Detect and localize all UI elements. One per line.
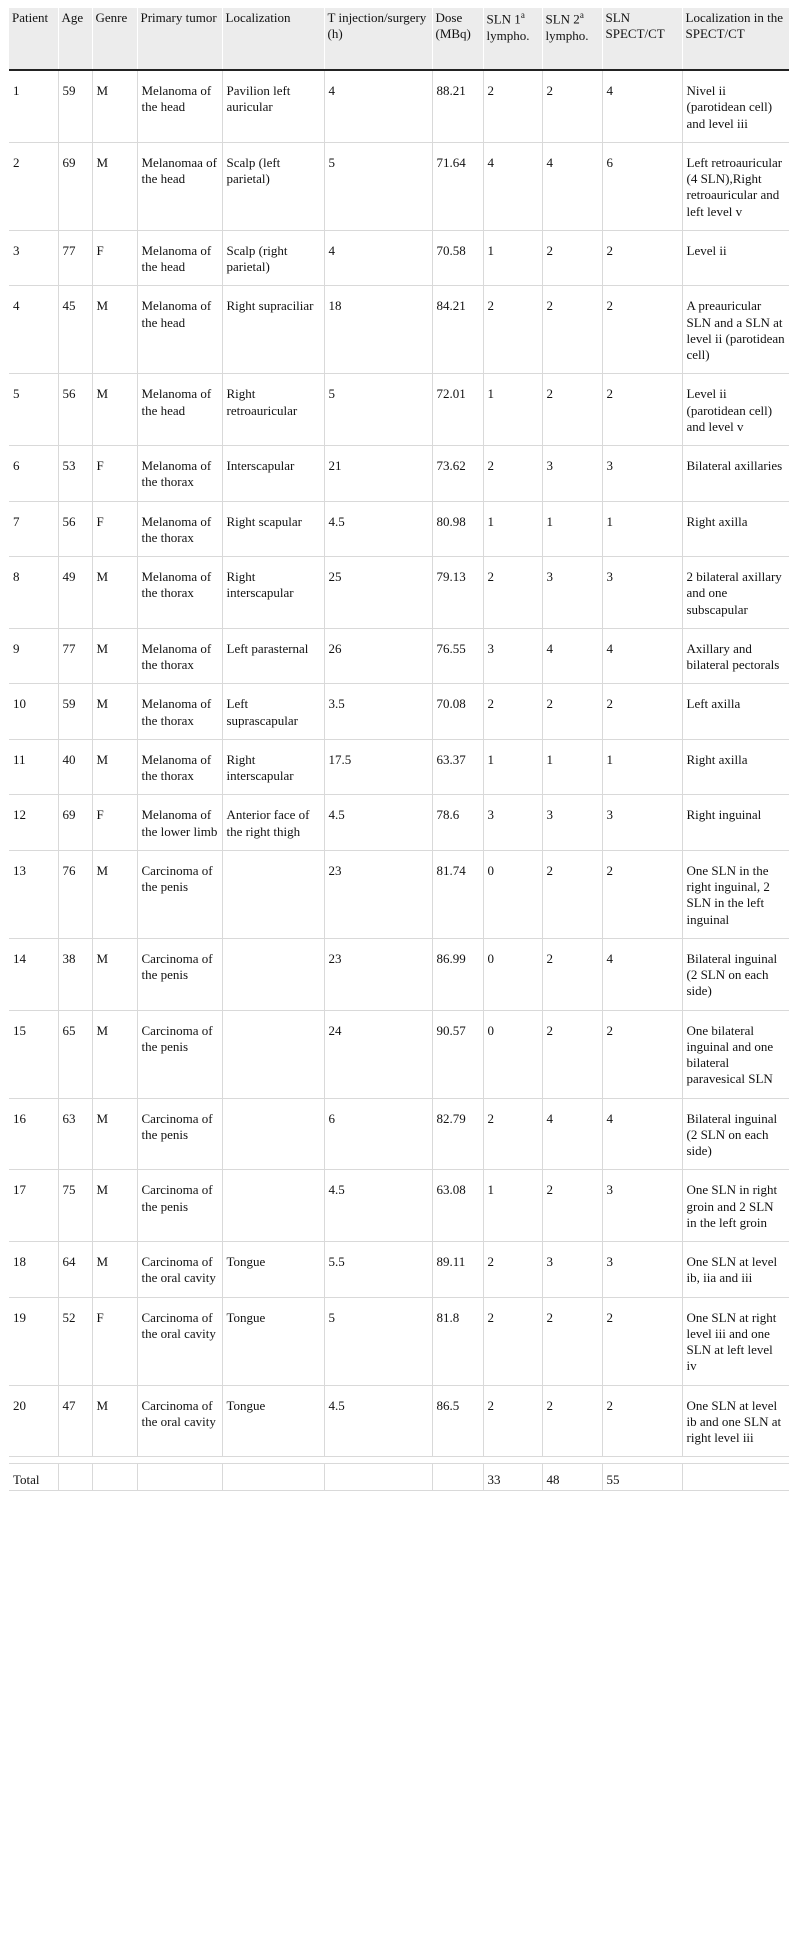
cell-genre: F [92,1297,137,1385]
cell-tumor: Melanoma of the head [137,230,222,286]
cell-genre: M [92,628,137,684]
table-row [9,628,789,684]
cell-sln1: 2 [483,286,542,374]
cell-dose: 70.58 [432,230,483,286]
column-header-spect [602,8,682,70]
cell-patient: 7 [9,501,58,557]
cell-time: 5 [324,1297,432,1385]
cell-spect: 4 [602,1098,682,1170]
cell-tumor: Melanoma of the thorax [137,739,222,795]
cell-patient: 12 [9,795,58,851]
cell-time: 4.5 [324,1170,432,1242]
cell-loc: Scalp (right parietal) [222,230,324,286]
cell-loc: Tongue [222,1385,324,1457]
cell-genre: M [92,1242,137,1298]
cell-sln1: 1 [483,230,542,286]
cell-genre: M [92,684,137,740]
cell-dose: 78.6 [432,795,483,851]
cell-locs: Level ii [682,230,789,286]
column-header-dose [432,8,483,70]
cell-dose: 70.08 [432,684,483,740]
cell-loc: Right supraciliar [222,286,324,374]
cell-loc [222,1010,324,1098]
cell-sln1: 1 [483,501,542,557]
table-row [9,795,789,851]
cell-time: 5 [324,142,432,230]
cell-tumor: Melanoma of the thorax [137,628,222,684]
cell-spect: 4 [602,70,682,142]
cell-sln1: 0 [483,938,542,1010]
cell-time: 4.5 [324,1385,432,1457]
table-row [9,142,789,230]
cell-dose: 81.8 [432,1297,483,1385]
total-cell-locs [682,1464,789,1490]
cell-time: 23 [324,850,432,938]
cell-age: 75 [58,1170,92,1242]
spacer-cell [324,1457,432,1464]
table-row [9,1385,789,1457]
cell-patient: 2 [9,142,58,230]
total-cell-sln1: 33 [483,1464,542,1490]
cell-spect: 4 [602,938,682,1010]
column-header-label: Dose (MBq) [435,10,471,42]
cell-patient: 16 [9,1098,58,1170]
cell-dose: 63.37 [432,739,483,795]
cell-patient: 5 [9,374,58,446]
cell-dose: 86.5 [432,1385,483,1457]
cell-age: 69 [58,795,92,851]
cell-time: 5 [324,374,432,446]
cell-dose: 84.21 [432,286,483,374]
cell-genre: M [92,938,137,1010]
cell-sln1: 2 [483,684,542,740]
spacer-cell [483,1457,542,1464]
table-row [9,938,789,1010]
cell-age: 59 [58,684,92,740]
cell-age: 77 [58,628,92,684]
cell-time: 4 [324,230,432,286]
cell-patient: 10 [9,684,58,740]
table-spacer-row [9,1457,789,1464]
cell-tumor: Carcinoma of the penis [137,1010,222,1098]
cell-genre: M [92,142,137,230]
table-header-row [9,8,789,70]
cell-locs: 2 bilateral axillary and one subscapular [682,557,789,629]
column-header-suffix: lympho. [486,27,530,43]
cell-loc [222,850,324,938]
cell-time: 23 [324,938,432,1010]
cell-locs: Nivel ii (parotidean cell) and level iii [682,70,789,142]
cell-sln2: 1 [542,739,602,795]
cell-sln2: 2 [542,1170,602,1242]
column-header-suffix: lympho. [545,27,589,43]
column-header-loc [222,8,324,70]
cell-spect: 2 [602,286,682,374]
spacer-cell [542,1457,602,1464]
cell-spect: 2 [602,1385,682,1457]
cell-genre: M [92,374,137,446]
spacer-cell [58,1457,92,1464]
footnote-marker: a [520,10,525,20]
column-header-label: T injection/surgery (h) [327,10,427,42]
cell-genre: M [92,557,137,629]
cell-sln2: 3 [542,557,602,629]
cell-age: 53 [58,446,92,502]
cell-genre: F [92,501,137,557]
cell-age: 65 [58,1010,92,1098]
cell-time: 25 [324,557,432,629]
cell-sln2: 2 [542,1297,602,1385]
cell-loc [222,1170,324,1242]
cell-genre: M [92,286,137,374]
cell-patient: 1 [9,70,58,142]
cell-sln1: 1 [483,739,542,795]
cell-age: 69 [58,142,92,230]
cell-tumor: Melanoma of the head [137,286,222,374]
cell-loc: Interscapular [222,446,324,502]
table-total-row [9,1464,789,1490]
cell-loc: Pavilion left auricular [222,70,324,142]
cell-spect: 1 [602,501,682,557]
cell-sln2: 4 [542,1098,602,1170]
cell-loc: Right interscapular [222,739,324,795]
cell-spect: 2 [602,850,682,938]
cell-sln1: 0 [483,1010,542,1098]
cell-patient: 11 [9,739,58,795]
total-cell-age [58,1464,92,1490]
cell-patient: 20 [9,1385,58,1457]
cell-loc: Right retroauricular [222,374,324,446]
cell-age: 49 [58,557,92,629]
cell-tumor: Carcinoma of the penis [137,938,222,1010]
total-cell-tumor [137,1464,222,1490]
table-row [9,446,789,502]
table-row [9,70,789,142]
cell-sln2: 3 [542,795,602,851]
cell-spect: 2 [602,1010,682,1098]
cell-sln1: 1 [483,374,542,446]
cell-sln1: 2 [483,446,542,502]
total-cell-sln2: 48 [542,1464,602,1490]
spacer-cell [9,1457,58,1464]
cell-dose: 80.98 [432,501,483,557]
column-header-patient [9,8,58,70]
cell-patient: 8 [9,557,58,629]
column-header-label: SLN 1 [486,11,521,27]
cell-sln2: 3 [542,1242,602,1298]
cell-sln2: 2 [542,70,602,142]
footnote-marker: a [579,10,584,20]
cell-tumor: Melanoma of the thorax [137,557,222,629]
cell-genre: M [92,70,137,142]
cell-dose: 76.55 [432,628,483,684]
cell-spect: 2 [602,684,682,740]
patient-sln-table [9,8,789,1491]
cell-time: 5.5 [324,1242,432,1298]
table-row [9,374,789,446]
table-row [9,1297,789,1385]
cell-age: 45 [58,286,92,374]
cell-sln2: 2 [542,230,602,286]
cell-locs: Right axilla [682,739,789,795]
cell-genre: F [92,230,137,286]
cell-age: 47 [58,1385,92,1457]
cell-sln2: 4 [542,628,602,684]
cell-genre: M [92,1170,137,1242]
cell-locs: Bilateral inguinal (2 SLN on each side) [682,938,789,1010]
cell-sln2: 2 [542,1385,602,1457]
table-row [9,1010,789,1098]
cell-locs: One SLN in the right inguinal, 2 SLN in the left inguinal [682,850,789,938]
cell-locs: Right axilla [682,501,789,557]
cell-patient: 19 [9,1297,58,1385]
cell-tumor: Carcinoma of the oral cavity [137,1385,222,1457]
cell-time: 26 [324,628,432,684]
cell-tumor: Melanomaa of the head [137,142,222,230]
cell-sln2: 2 [542,286,602,374]
cell-patient: 4 [9,286,58,374]
cell-loc: Tongue [222,1242,324,1298]
cell-age: 63 [58,1098,92,1170]
cell-sln2: 2 [542,684,602,740]
cell-patient: 18 [9,1242,58,1298]
cell-dose: 89.11 [432,1242,483,1298]
spacer-cell [92,1457,137,1464]
cell-loc: Scalp (left parietal) [222,142,324,230]
table-row [9,230,789,286]
column-header-sln1 [483,8,542,70]
cell-loc: Right scapular [222,501,324,557]
total-cell-loc [222,1464,324,1490]
cell-spect: 2 [602,374,682,446]
cell-loc [222,1098,324,1170]
cell-spect: 2 [602,1297,682,1385]
cell-sln1: 1 [483,1170,542,1242]
cell-locs: Right inguinal [682,795,789,851]
cell-locs: Bilateral axillaries [682,446,789,502]
table-row [9,1242,789,1298]
cell-loc: Right interscapular [222,557,324,629]
cell-tumor: Melanoma of the thorax [137,501,222,557]
cell-tumor: Melanoma of the thorax [137,684,222,740]
table-row [9,739,789,795]
cell-loc: Left parasternal [222,628,324,684]
cell-dose: 73.62 [432,446,483,502]
total-cell-dose [432,1464,483,1490]
cell-sln1: 2 [483,70,542,142]
cell-dose: 82.79 [432,1098,483,1170]
cell-patient: 15 [9,1010,58,1098]
cell-tumor: Carcinoma of the penis [137,850,222,938]
cell-sln2: 3 [542,446,602,502]
cell-genre: M [92,1098,137,1170]
column-header-tumor [137,8,222,70]
column-header-locs [682,8,789,70]
cell-patient: 9 [9,628,58,684]
spacer-cell [222,1457,324,1464]
cell-locs: A preauricular SLN and a SLN at level ii (parotidean cell) [682,286,789,374]
spacer-cell [602,1457,682,1464]
cell-sln1: 2 [483,1297,542,1385]
column-header-genre [92,8,137,70]
cell-spect: 3 [602,446,682,502]
cell-time: 21 [324,446,432,502]
cell-tumor: Melanoma of the thorax [137,446,222,502]
cell-sln2: 2 [542,850,602,938]
cell-tumor: Melanoma of the lower limb [137,795,222,851]
cell-locs: Axillary and bilateral pectorals [682,628,789,684]
cell-locs: Left axilla [682,684,789,740]
cell-spect: 4 [602,628,682,684]
cell-sln1: 0 [483,850,542,938]
column-header-label: Patient [12,10,49,25]
table-body [9,70,789,1490]
cell-patient: 13 [9,850,58,938]
cell-spect: 3 [602,557,682,629]
cell-loc [222,938,324,1010]
cell-tumor: Melanoma of the head [137,70,222,142]
cell-locs: One SLN at right level iii and one SLN at left level iv [682,1297,789,1385]
cell-age: 40 [58,739,92,795]
table-row [9,557,789,629]
cell-age: 77 [58,230,92,286]
cell-loc: Tongue [222,1297,324,1385]
cell-age: 64 [58,1242,92,1298]
cell-locs: One SLN at level ib, iia and iii [682,1242,789,1298]
cell-tumor: Carcinoma of the oral cavity [137,1242,222,1298]
cell-dose: 88.21 [432,70,483,142]
column-header-label: Age [61,10,84,25]
cell-spect: 6 [602,142,682,230]
cell-time: 24 [324,1010,432,1098]
cell-patient: 3 [9,230,58,286]
cell-tumor: Carcinoma of the oral cavity [137,1297,222,1385]
column-header-time [324,8,432,70]
cell-dose: 79.13 [432,557,483,629]
column-header-age [58,8,92,70]
column-header-label: SLN SPECT/CT [605,10,665,42]
cell-time: 6 [324,1098,432,1170]
cell-age: 38 [58,938,92,1010]
cell-locs: Bilateral inguinal (2 SLN on each side) [682,1098,789,1170]
cell-genre: M [92,1010,137,1098]
cell-genre: F [92,446,137,502]
total-cell-time [324,1464,432,1490]
cell-time: 4.5 [324,795,432,851]
cell-sln2: 2 [542,1010,602,1098]
cell-patient: 14 [9,938,58,1010]
cell-locs: One SLN in right groin and 2 SLN in the left groin [682,1170,789,1242]
total-cell-spect: 55 [602,1464,682,1490]
cell-age: 59 [58,70,92,142]
cell-locs: One bilateral inguinal and one bilateral paravesical SLN [682,1010,789,1098]
cell-sln2: 2 [542,374,602,446]
cell-loc: Anterior face of the right thigh [222,795,324,851]
cell-sln1: 4 [483,142,542,230]
cell-patient: 6 [9,446,58,502]
column-header-label: Localization [225,10,291,25]
cell-time: 17.5 [324,739,432,795]
cell-dose: 71.64 [432,142,483,230]
table-row [9,850,789,938]
cell-sln2: 4 [542,142,602,230]
cell-sln1: 3 [483,795,542,851]
cell-dose: 81.74 [432,850,483,938]
cell-sln1: 3 [483,628,542,684]
cell-tumor: Carcinoma of the penis [137,1170,222,1242]
cell-locs: One SLN at level ib and one SLN at right level iii [682,1385,789,1457]
spacer-cell [682,1457,789,1464]
column-header-label: Primary tumor [140,10,217,25]
cell-time: 4 [324,70,432,142]
spacer-cell [137,1457,222,1464]
cell-locs: Level ii (parotidean cell) and level v [682,374,789,446]
cell-time: 3.5 [324,684,432,740]
total-cell-genre [92,1464,137,1490]
total-cell-patient: Total [9,1464,58,1490]
cell-spect: 3 [602,1170,682,1242]
cell-tumor: Melanoma of the head [137,374,222,446]
cell-spect: 1 [602,739,682,795]
column-header-label: Localization in the SPECT/CT [685,10,783,42]
cell-dose: 63.08 [432,1170,483,1242]
table-row [9,286,789,374]
cell-dose: 72.01 [432,374,483,446]
cell-loc: Left suprascapular [222,684,324,740]
cell-dose: 86.99 [432,938,483,1010]
cell-genre: F [92,795,137,851]
cell-age: 52 [58,1297,92,1385]
column-header-label: SLN 2 [545,11,580,27]
cell-genre: M [92,850,137,938]
cell-sln1: 2 [483,1098,542,1170]
spacer-cell [432,1457,483,1464]
cell-sln1: 2 [483,1385,542,1457]
cell-dose: 90.57 [432,1010,483,1098]
cell-sln1: 2 [483,1242,542,1298]
cell-locs: Left retroauricular (4 SLN),Right retroauricular and left level v [682,142,789,230]
cell-sln1: 2 [483,557,542,629]
cell-sln2: 1 [542,501,602,557]
cell-time: 4.5 [324,501,432,557]
table-row [9,1170,789,1242]
table-row [9,501,789,557]
cell-tumor: Carcinoma of the penis [137,1098,222,1170]
table-row [9,1098,789,1170]
cell-age: 56 [58,501,92,557]
table-row [9,684,789,740]
cell-spect: 2 [602,230,682,286]
cell-genre: M [92,1385,137,1457]
cell-spect: 3 [602,1242,682,1298]
column-header-label: Genre [95,10,128,25]
cell-age: 76 [58,850,92,938]
cell-patient: 17 [9,1170,58,1242]
cell-genre: M [92,739,137,795]
cell-spect: 3 [602,795,682,851]
cell-time: 18 [324,286,432,374]
column-header-sln2 [542,8,602,70]
cell-sln2: 2 [542,938,602,1010]
cell-age: 56 [58,374,92,446]
